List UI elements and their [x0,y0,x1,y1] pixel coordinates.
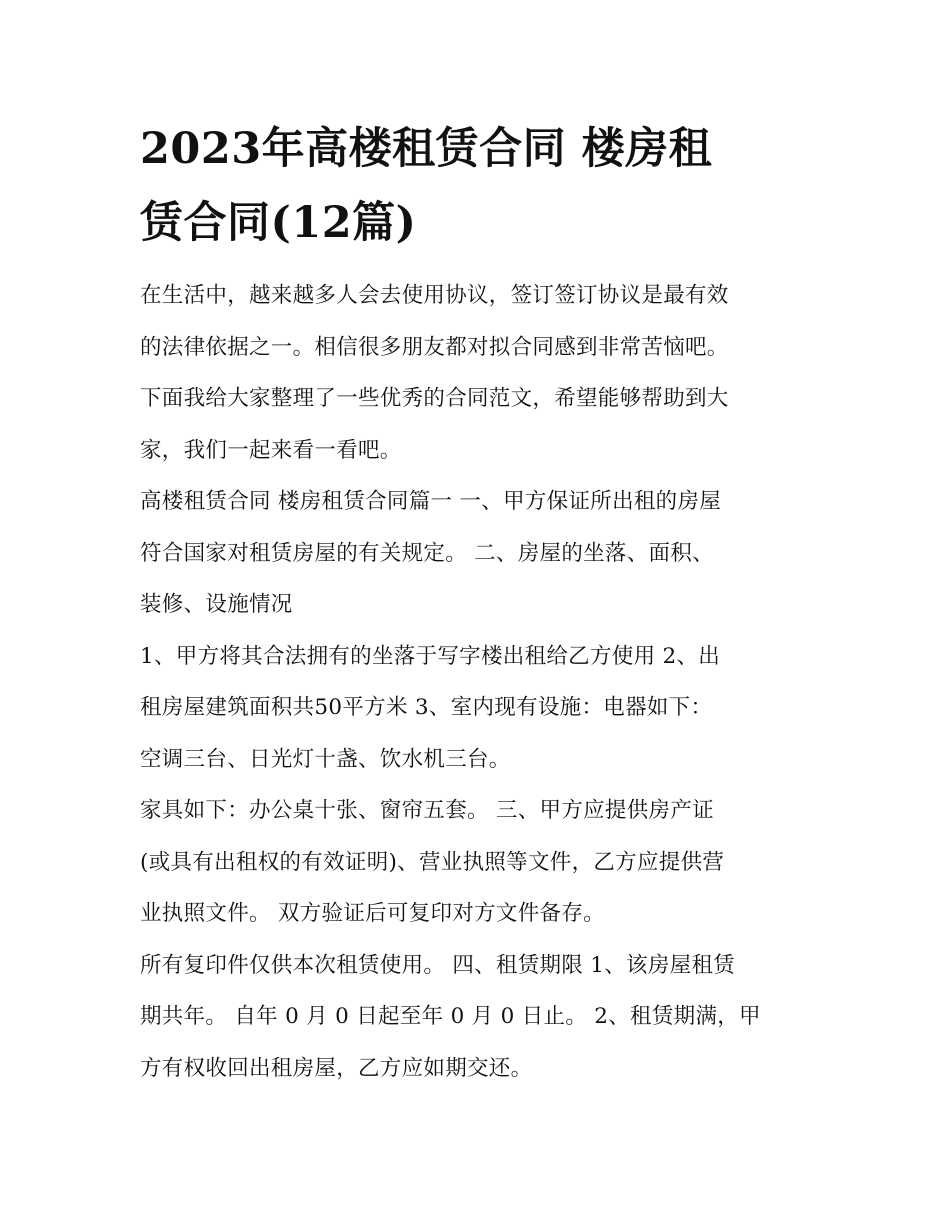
title-line: 2023年高楼租赁合同 楼房租 [140,124,713,174]
documents-paragraph [140,785,820,940]
text-line: 符合国家对租赁房屋的有关规定。 二、房屋的坐落、面积、 [140,540,714,566]
text-line: 的法律依据之一。相信很多朋友都对拟合同感到非常苦恼吧。 [140,334,729,360]
document-body [140,270,820,1094]
text-line: 下面我给大家整理了一些优秀的合同范文，希望能够帮助到大 [140,386,729,411]
document-page [140,112,820,1094]
text-line: 家具如下：办公桌十张、窗帘五套。 三、甲方应提供房产证 [140,798,714,823]
text-line: 租房屋建筑面积共50平方米 3、室内现有设施：电器如下： [140,695,713,720]
text-line: 所有复印件仅供本次租赁使用。 四、租赁期限 1、该房屋租赁 [140,952,736,978]
title-line: 赁合同(12篇) [140,198,417,248]
text-line: (或具有出租权的有效证明)、营业执照等文件，乙方应提供营 [140,849,725,875]
text-line: 空调三台、日光灯十盏、饮水机三台。 [140,746,511,772]
text-line: 业执照文件。 双方验证后可复印对方文件备存。 [140,901,605,926]
text-line: 家，我们一起来看一看吧。 [140,437,402,463]
intro-paragraph [140,270,820,476]
lease-term-paragraph [140,940,820,1095]
text-line: 1、甲方将其合法拥有的坐落于写字楼出租给乙方使用 2、出 [140,643,721,669]
text-line: 在生活中，越来越多人会去使用协议，签订签订协议是最有效 [140,283,729,308]
text-line: 装修、设施情况 [140,592,293,617]
text-line: 方有权收回出租房屋，乙方应如期交还。 [140,1055,533,1081]
text-line: 高楼租赁合同 楼房租赁合同篇一 一、甲方保证所出租的房屋 [140,489,722,514]
document-title [140,112,780,260]
section-one-paragraph [140,476,820,631]
text-line: 期共年。 自年 0 月 0 日起至年 0 月 0 日止。 2、租赁期满，甲 [140,1004,761,1029]
facilities-paragraph [140,631,820,786]
